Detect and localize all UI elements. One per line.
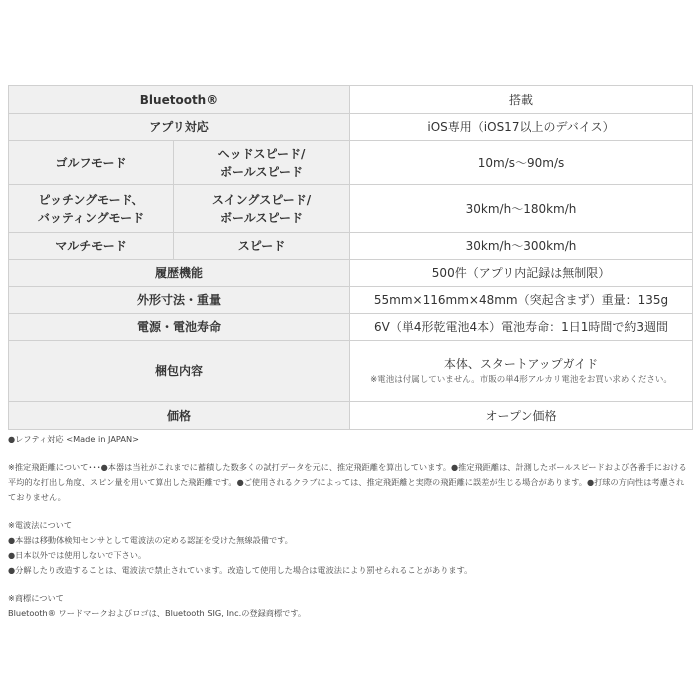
spec-value-price: オープン価格	[350, 402, 693, 430]
spec-label-history: 履歴機能	[9, 260, 350, 287]
spec-sublabel-multi-mode: スピード	[174, 233, 350, 260]
package-contents: 本体、スタートアップガイド	[443, 356, 599, 371]
spec-sublabel-pitching-mode	[174, 185, 350, 233]
spec-value-bluetooth: 搭載	[350, 86, 693, 114]
spec-label-multi-mode: マルチモード	[9, 233, 174, 260]
trademark-title: ※商標について	[8, 593, 64, 603]
spec-table	[8, 85, 693, 430]
spec-label-pitching-mode	[9, 185, 174, 233]
spec-label-package: 梱包内容	[9, 341, 350, 402]
spec-value-history: 500件（アプリ内記録は無制限）	[350, 260, 693, 287]
distance-note: ※推定飛距離について･･･●本器は当社がこれまでに蓄積した数多くの試打データを元に、推定飛距離を算出しています。●推定飛距離は、計測したボールスピードおよび各番手における平均的な打出し角度、スピン量を用いて算出した飛距離です。●ご使用されるクラブによっては、推定飛距離と実際の飛距離に誤差が生じる場合があります。●打球の方向性は考慮されておりません。	[8, 462, 687, 502]
spec-row-multi-mode	[9, 233, 693, 260]
footer-notes	[8, 432, 692, 621]
radio-law-item-1: ●本器は移動体検知センサとして電波法の定める認証を受けた無線設備です。	[8, 535, 293, 545]
spec-row-app	[9, 114, 693, 141]
spec-row-bluetooth	[9, 86, 693, 114]
spec-label-golf-mode: ゴルフモード	[9, 141, 174, 185]
pitching-label-line-1: ピッチングモード、	[38, 192, 144, 207]
pitching-sublabel-line-2: ボールスピード	[220, 210, 303, 225]
spec-row-history	[9, 260, 693, 287]
golf-sublabel-line-2: ボールスピード	[220, 164, 303, 179]
spec-value-pitching-mode: 30km/h〜180km/h	[350, 185, 693, 233]
spec-label-price: 価格	[9, 402, 350, 430]
spec-row-pitching-mode	[9, 185, 693, 233]
radio-law-item-3: ●分解したり改造することは、電波法で禁止されています。改造して使用した場合は電波法により罰せられることがあります。	[8, 565, 473, 575]
spec-row-power	[9, 314, 693, 341]
spec-value-golf-mode: 10m/s〜90m/s	[350, 141, 693, 185]
spec-row-price	[9, 402, 693, 430]
pitching-sublabel-line-1: スイングスピード/	[211, 192, 312, 207]
spec-value-dimensions: 55mm×116mm×48mm（突起含まず）重量：135g	[350, 287, 693, 314]
spec-value-package	[350, 341, 693, 402]
radio-law-title: ※電波法について	[8, 520, 73, 530]
spec-label-dimensions: 外形寸法・重量	[9, 287, 350, 314]
package-battery-note: ※電池は付属していません。市販の単4形アルカリ電池をお買い求めください。	[370, 374, 672, 385]
spec-value-multi-mode: 30km/h〜300km/h	[350, 233, 693, 260]
spec-label-power: 電源・電池寿命	[9, 314, 350, 341]
radio-law-item-2: ●日本以外では使用しないで下さい。	[8, 550, 147, 560]
spec-label-bluetooth: Bluetooth®	[9, 86, 350, 114]
pitching-label-line-2: バッティングモード	[37, 210, 145, 225]
spec-value-power: 6V（単4形乾電池4本）電池寿命：1日1時間で約3週間	[350, 314, 693, 341]
spec-row-dimensions	[9, 287, 693, 314]
trademark-text: Bluetooth® ワードマークおよびロゴは、Bluetooth SIG, Inc.の登録商標です。	[8, 608, 307, 618]
golf-sublabel-line-1: ヘッドスピード/	[217, 146, 306, 161]
spec-row-golf-mode	[9, 141, 693, 185]
spec-row-package	[9, 341, 693, 402]
lefty-note: ●レフティ対応 <Made in JAPAN>	[8, 434, 139, 444]
spec-label-app: アプリ対応	[9, 114, 350, 141]
spec-sublabel-golf-mode	[174, 141, 350, 185]
spec-value-app: iOS専用（iOS17以上のデバイス）	[350, 114, 693, 141]
